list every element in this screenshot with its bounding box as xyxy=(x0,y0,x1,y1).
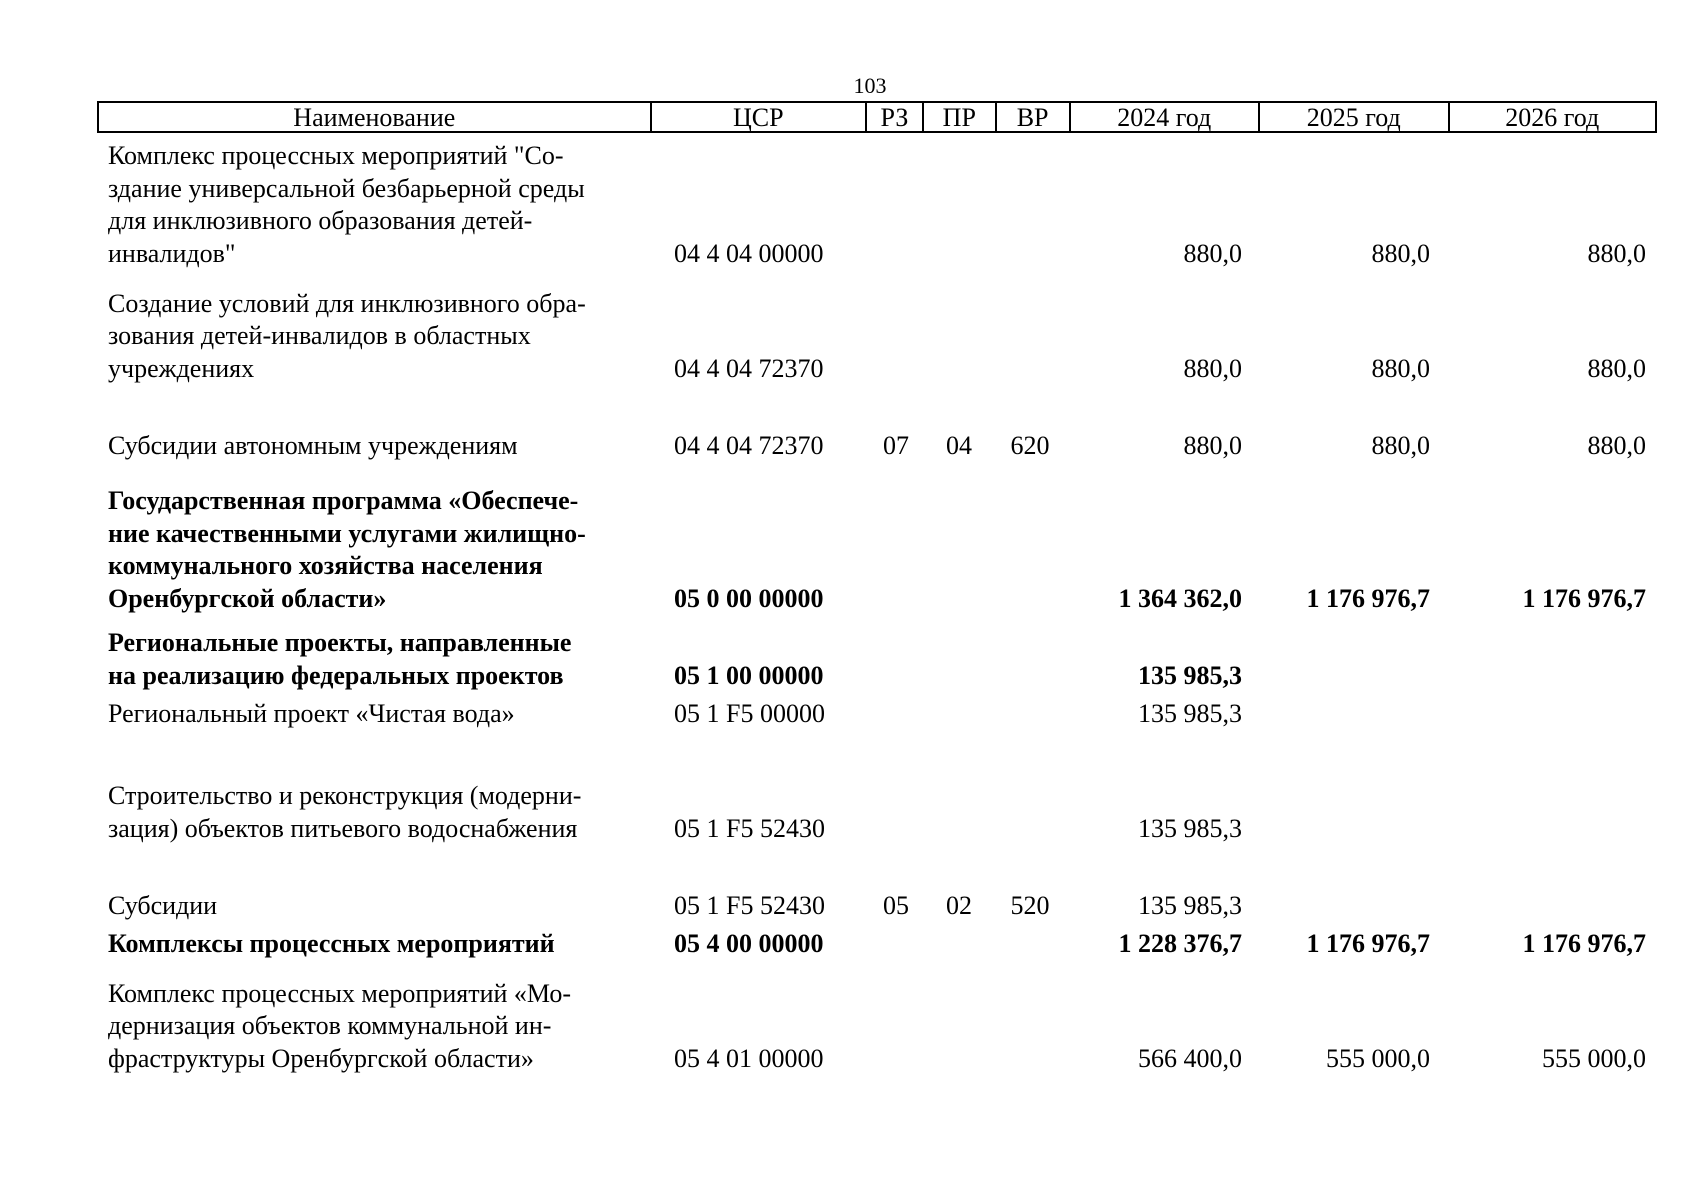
row-5-csr: 05 1 00 00000 xyxy=(674,660,824,690)
row-4-y2026: 1 176 976,7 xyxy=(1522,583,1646,613)
row-4-name: Государственная программа «Обеспече- ние качественными услугами жилищно- коммунального хозяйства населения Оренбургской области» xyxy=(108,486,586,613)
row-8-vr: 520 xyxy=(1010,890,1050,920)
header-csr: ЦСР xyxy=(652,103,867,131)
row-3-name: Субсидии автономным учреждениям xyxy=(108,430,518,460)
row-4-y2024: 1 364 362,0 xyxy=(1118,583,1242,613)
row-3-rz: 07 xyxy=(883,430,909,460)
row-2-name: Создание условий для инклюзивного обра- зования детей-инвалидов в областных учреждениях xyxy=(108,288,586,383)
row-2-y2026: 880,0 xyxy=(1587,353,1646,383)
header-vr: ВР xyxy=(997,103,1071,131)
row-6-name: Региональный проект «Чистая вода» xyxy=(108,698,515,728)
row-2-y2025: 880,0 xyxy=(1371,353,1430,383)
row-5-name: Региональные проекты, направленные на реализацию федеральных проектов xyxy=(108,628,572,690)
header-rz: РЗ xyxy=(867,103,924,131)
row-7-csr: 05 1 F5 52430 xyxy=(674,813,825,843)
row-8-csr: 05 1 F5 52430 xyxy=(674,890,825,920)
row-7-y2024: 135 985,3 xyxy=(1138,813,1242,843)
row-8-pr: 02 xyxy=(946,890,972,920)
row-6-csr: 05 1 F5 00000 xyxy=(674,698,825,728)
row-3-y2026: 880,0 xyxy=(1587,430,1646,460)
row-10-y2026: 555 000,0 xyxy=(1542,1043,1646,1073)
row-1-y2025: 880,0 xyxy=(1371,238,1430,268)
header-2024: 2024 год xyxy=(1071,103,1261,131)
row-5-y2024: 135 985,3 xyxy=(1138,660,1242,690)
header-2026: 2026 год xyxy=(1505,103,1600,132)
row-1-csr: 04 4 04 00000 xyxy=(674,238,824,268)
row-9-csr: 05 4 00 00000 xyxy=(674,928,824,958)
row-6-y2024: 135 985,3 xyxy=(1138,698,1242,728)
row-10-y2025: 555 000,0 xyxy=(1326,1043,1430,1073)
row-2-csr: 04 4 04 72370 xyxy=(674,353,824,383)
row-10-name: Комплекс процессных мероприятий «Мо- дернизация объектов коммунальной ин- фраструктуры Оренбургской области» xyxy=(108,978,572,1073)
row-1-name: Комплекс процессных мероприятий "Со- здание универсальной безбарьерной среды для инклюзивного образования детей- инвалидов" xyxy=(108,141,585,268)
row-8-y2024: 135 985,3 xyxy=(1138,890,1242,920)
row-1-y2026: 880,0 xyxy=(1587,238,1646,268)
header-2025: 2025 год xyxy=(1260,103,1450,131)
table-header xyxy=(97,101,1657,133)
row-9-y2024: 1 228 376,7 xyxy=(1118,928,1242,958)
row-3-y2025: 880,0 xyxy=(1371,430,1430,460)
row-7-name: Строительство и реконструкция (модерни- зация) объектов питьевого водоснабжения xyxy=(108,781,582,843)
row-8-name: Субсидии xyxy=(108,890,218,920)
row-10-y2024: 566 400,0 xyxy=(1138,1043,1242,1073)
row-3-pr: 04 xyxy=(946,430,972,460)
row-4-csr: 05 0 00 00000 xyxy=(674,583,824,613)
page-number: 103 xyxy=(853,73,887,98)
row-9-name: Комплексы процессных мероприятий xyxy=(108,928,555,958)
header-pr: ПР xyxy=(924,103,997,131)
row-9-y2026: 1 176 976,7 xyxy=(1522,928,1646,958)
row-3-vr: 620 xyxy=(1010,430,1050,460)
row-2-y2024: 880,0 xyxy=(1183,353,1242,383)
header-name: Наименование xyxy=(99,103,652,131)
row-10-csr: 05 4 01 00000 xyxy=(674,1043,824,1073)
row-1-y2024: 880,0 xyxy=(1183,238,1242,268)
row-8-rz: 05 xyxy=(883,890,909,920)
row-9-y2025: 1 176 976,7 xyxy=(1306,928,1430,958)
row-4-y2025: 1 176 976,7 xyxy=(1306,583,1430,613)
row-3-csr: 04 4 04 72370 xyxy=(674,430,824,460)
row-3-y2024: 880,0 xyxy=(1183,430,1242,460)
